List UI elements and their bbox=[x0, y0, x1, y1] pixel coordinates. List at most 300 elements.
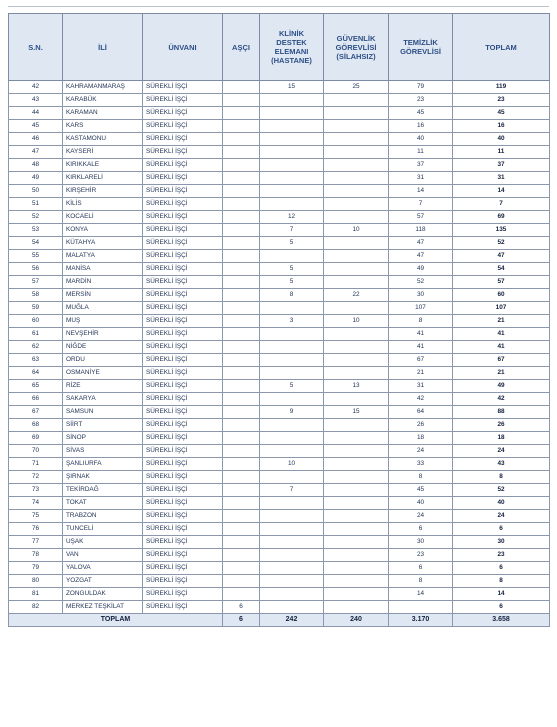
table-row bbox=[9, 458, 550, 471]
cell-temizlik: 31 bbox=[389, 380, 453, 393]
cell-unvani: SÜREKLİ İŞÇİ bbox=[143, 458, 223, 471]
cell-unvani: SÜREKLİ İŞÇİ bbox=[143, 497, 223, 510]
cell-asci bbox=[223, 523, 260, 536]
cell-sn: 65 bbox=[9, 380, 63, 393]
cell-toplam: 6 bbox=[453, 523, 550, 536]
cell-klinik bbox=[260, 523, 324, 536]
cell-klinik bbox=[260, 250, 324, 263]
table-row bbox=[9, 432, 550, 445]
total-guvenlik: 240 bbox=[324, 614, 389, 627]
cell-klinik: 7 bbox=[260, 484, 324, 497]
table-row bbox=[9, 497, 550, 510]
cell-guvenlik bbox=[324, 393, 389, 406]
cell-klinik bbox=[260, 562, 324, 575]
cell-temizlik bbox=[389, 601, 453, 614]
table-row bbox=[9, 393, 550, 406]
table-row bbox=[9, 159, 550, 172]
cell-sn: 70 bbox=[9, 445, 63, 458]
cell-guvenlik: 15 bbox=[324, 406, 389, 419]
cell-klinik: 8 bbox=[260, 289, 324, 302]
table-row bbox=[9, 276, 550, 289]
cell-klinik bbox=[260, 107, 324, 120]
cell-guvenlik bbox=[324, 328, 389, 341]
cell-sn: 59 bbox=[9, 302, 63, 315]
cell-unvani: SÜREKLİ İŞÇİ bbox=[143, 107, 223, 120]
table-row bbox=[9, 354, 550, 367]
header-temizlik-line: TEMİZLİK bbox=[403, 38, 438, 47]
cell-sn: 79 bbox=[9, 562, 63, 575]
cell-sn: 66 bbox=[9, 393, 63, 406]
cell-toplam: 41 bbox=[453, 341, 550, 354]
cell-guvenlik: 13 bbox=[324, 380, 389, 393]
table-row bbox=[9, 484, 550, 497]
cell-asci: 6 bbox=[223, 601, 260, 614]
cell-temizlik: 14 bbox=[389, 588, 453, 601]
cell-toplam: 26 bbox=[453, 419, 550, 432]
cell-unvani: SÜREKLİ İŞÇİ bbox=[143, 393, 223, 406]
cell-guvenlik: 25 bbox=[324, 81, 389, 94]
header-unvani: ÜNVANI bbox=[143, 14, 223, 81]
cell-guvenlik bbox=[324, 185, 389, 198]
table-row bbox=[9, 549, 550, 562]
cell-toplam: 45 bbox=[453, 107, 550, 120]
cell-klinik: 15 bbox=[260, 81, 324, 94]
cell-unvani: SÜREKLİ İŞÇİ bbox=[143, 289, 223, 302]
cell-klinik bbox=[260, 549, 324, 562]
cell-il: KONYA bbox=[63, 224, 143, 237]
cell-temizlik: 24 bbox=[389, 445, 453, 458]
cell-guvenlik bbox=[324, 250, 389, 263]
table-row bbox=[9, 562, 550, 575]
cell-guvenlik bbox=[324, 146, 389, 159]
cell-temizlik: 107 bbox=[389, 302, 453, 315]
cell-sn: 43 bbox=[9, 94, 63, 107]
header-guvenlik bbox=[324, 14, 389, 81]
cell-sn: 61 bbox=[9, 328, 63, 341]
cell-klinik bbox=[260, 133, 324, 146]
cell-toplam: 60 bbox=[453, 289, 550, 302]
cell-asci bbox=[223, 354, 260, 367]
cell-temizlik: 21 bbox=[389, 367, 453, 380]
cell-il: KIRKLARELİ bbox=[63, 172, 143, 185]
cell-temizlik: 23 bbox=[389, 549, 453, 562]
cell-asci bbox=[223, 588, 260, 601]
cell-asci bbox=[223, 237, 260, 250]
cell-il: NİĞDE bbox=[63, 341, 143, 354]
cell-temizlik: 79 bbox=[389, 81, 453, 94]
document-page bbox=[8, 6, 549, 627]
cell-klinik bbox=[260, 536, 324, 549]
cell-klinik bbox=[260, 367, 324, 380]
table-row bbox=[9, 198, 550, 211]
cell-unvani: SÜREKLİ İŞÇİ bbox=[143, 302, 223, 315]
cell-il: OSMANİYE bbox=[63, 367, 143, 380]
cell-unvani: SÜREKLİ İŞÇİ bbox=[143, 445, 223, 458]
cell-asci bbox=[223, 107, 260, 120]
header-toplam: TOPLAM bbox=[453, 14, 550, 81]
cell-il: UŞAK bbox=[63, 536, 143, 549]
top-rule bbox=[8, 6, 549, 11]
cell-klinik: 5 bbox=[260, 263, 324, 276]
cell-guvenlik bbox=[324, 120, 389, 133]
cell-klinik: 5 bbox=[260, 237, 324, 250]
cell-sn: 50 bbox=[9, 185, 63, 198]
table-row bbox=[9, 263, 550, 276]
cell-asci bbox=[223, 367, 260, 380]
total-temizlik: 3.170 bbox=[389, 614, 453, 627]
cell-toplam: 107 bbox=[453, 302, 550, 315]
cell-temizlik: 40 bbox=[389, 133, 453, 146]
cell-temizlik: 31 bbox=[389, 172, 453, 185]
cell-sn: 62 bbox=[9, 341, 63, 354]
cell-unvani: SÜREKLİ İŞÇİ bbox=[143, 419, 223, 432]
cell-temizlik: 45 bbox=[389, 484, 453, 497]
cell-il: SİNOP bbox=[63, 432, 143, 445]
cell-toplam: 135 bbox=[453, 224, 550, 237]
cell-asci bbox=[223, 562, 260, 575]
cell-toplam: 14 bbox=[453, 185, 550, 198]
cell-asci bbox=[223, 289, 260, 302]
cell-sn: 45 bbox=[9, 120, 63, 133]
cell-klinik: 7 bbox=[260, 224, 324, 237]
cell-il: VAN bbox=[63, 549, 143, 562]
cell-sn: 76 bbox=[9, 523, 63, 536]
cell-unvani: SÜREKLİ İŞÇİ bbox=[143, 328, 223, 341]
cell-sn: 71 bbox=[9, 458, 63, 471]
table-row bbox=[9, 94, 550, 107]
cell-il: KIRIKKALE bbox=[63, 159, 143, 172]
cell-il: MUĞLA bbox=[63, 302, 143, 315]
cell-sn: 82 bbox=[9, 601, 63, 614]
cell-klinik bbox=[260, 354, 324, 367]
cell-guvenlik bbox=[324, 445, 389, 458]
cell-temizlik: 67 bbox=[389, 354, 453, 367]
table-row bbox=[9, 172, 550, 185]
cell-il: ORDU bbox=[63, 354, 143, 367]
header-klinik-line: (HASTANE) bbox=[271, 56, 312, 65]
cell-toplam: 40 bbox=[453, 133, 550, 146]
cell-sn: 48 bbox=[9, 159, 63, 172]
cell-unvani: SÜREKLİ İŞÇİ bbox=[143, 575, 223, 588]
header-klinik-line: DESTEK bbox=[276, 38, 307, 47]
cell-unvani: SÜREKLİ İŞÇİ bbox=[143, 198, 223, 211]
cell-il: SİVAS bbox=[63, 445, 143, 458]
table-row bbox=[9, 146, 550, 159]
cell-sn: 44 bbox=[9, 107, 63, 120]
cell-klinik: 9 bbox=[260, 406, 324, 419]
table-row bbox=[9, 107, 550, 120]
cell-guvenlik bbox=[324, 133, 389, 146]
table-row bbox=[9, 601, 550, 614]
cell-guvenlik bbox=[324, 549, 389, 562]
table-row bbox=[9, 406, 550, 419]
cell-temizlik: 40 bbox=[389, 497, 453, 510]
cell-il: KARAMAN bbox=[63, 107, 143, 120]
cell-sn: 77 bbox=[9, 536, 63, 549]
header-guvenlik-line: (SİLAHSIZ) bbox=[336, 51, 376, 61]
cell-il: KAYSERİ bbox=[63, 146, 143, 159]
cell-unvani: SÜREKLİ İŞÇİ bbox=[143, 146, 223, 159]
header-guvenlik-line: GÖREVLİSİ bbox=[335, 42, 377, 52]
table-row bbox=[9, 523, 550, 536]
cell-sn: 64 bbox=[9, 367, 63, 380]
cell-klinik: 12 bbox=[260, 211, 324, 224]
table-row bbox=[9, 588, 550, 601]
cell-sn: 49 bbox=[9, 172, 63, 185]
header-klinik-line: KLİNİK bbox=[279, 29, 304, 38]
cell-klinik: 5 bbox=[260, 276, 324, 289]
cell-il: KARS bbox=[63, 120, 143, 133]
total-toplam: 3.658 bbox=[453, 614, 550, 627]
cell-guvenlik bbox=[324, 588, 389, 601]
cell-guvenlik bbox=[324, 458, 389, 471]
cell-unvani: SÜREKLİ İŞÇİ bbox=[143, 159, 223, 172]
table-row bbox=[9, 510, 550, 523]
header-temizlik bbox=[389, 14, 453, 81]
cell-klinik bbox=[260, 198, 324, 211]
cell-asci bbox=[223, 120, 260, 133]
cell-sn: 56 bbox=[9, 263, 63, 276]
cell-unvani: SÜREKLİ İŞÇİ bbox=[143, 81, 223, 94]
cell-toplam: 47 bbox=[453, 250, 550, 263]
cell-klinik bbox=[260, 341, 324, 354]
cell-temizlik: 49 bbox=[389, 263, 453, 276]
cell-klinik bbox=[260, 419, 324, 432]
cell-toplam: 21 bbox=[453, 315, 550, 328]
cell-asci bbox=[223, 380, 260, 393]
cell-klinik: 10 bbox=[260, 458, 324, 471]
cell-unvani: SÜREKLİ İŞÇİ bbox=[143, 250, 223, 263]
cell-temizlik: 14 bbox=[389, 185, 453, 198]
cell-asci bbox=[223, 393, 260, 406]
cell-asci bbox=[223, 302, 260, 315]
cell-toplam: 49 bbox=[453, 380, 550, 393]
cell-klinik bbox=[260, 120, 324, 133]
cell-temizlik: 8 bbox=[389, 575, 453, 588]
cell-toplam: 7 bbox=[453, 198, 550, 211]
cell-il: ŞIRNAK bbox=[63, 471, 143, 484]
cell-toplam: 67 bbox=[453, 354, 550, 367]
cell-guvenlik bbox=[324, 341, 389, 354]
cell-il: MERKEZ TEŞKİLAT bbox=[63, 601, 143, 614]
cell-asci bbox=[223, 341, 260, 354]
cell-unvani: SÜREKLİ İŞÇİ bbox=[143, 523, 223, 536]
table-row bbox=[9, 120, 550, 133]
cell-sn: 57 bbox=[9, 276, 63, 289]
cell-asci bbox=[223, 276, 260, 289]
cell-sn: 67 bbox=[9, 406, 63, 419]
cell-guvenlik bbox=[324, 367, 389, 380]
cell-il: MUŞ bbox=[63, 315, 143, 328]
cell-toplam: 14 bbox=[453, 588, 550, 601]
cell-asci bbox=[223, 185, 260, 198]
cell-toplam: 8 bbox=[453, 471, 550, 484]
header-guvenlik-line: GÜVENLİK bbox=[336, 33, 376, 43]
table-row bbox=[9, 575, 550, 588]
cell-il: NEVŞEHİR bbox=[63, 328, 143, 341]
cell-temizlik: 6 bbox=[389, 523, 453, 536]
cell-il: MANİSA bbox=[63, 263, 143, 276]
cell-guvenlik: 10 bbox=[324, 224, 389, 237]
table-row bbox=[9, 315, 550, 328]
cell-guvenlik bbox=[324, 276, 389, 289]
cell-toplam: 30 bbox=[453, 536, 550, 549]
cell-temizlik: 33 bbox=[389, 458, 453, 471]
cell-unvani: SÜREKLİ İŞÇİ bbox=[143, 172, 223, 185]
cell-toplam: 69 bbox=[453, 211, 550, 224]
cell-unvani: SÜREKLİ İŞÇİ bbox=[143, 224, 223, 237]
cell-klinik bbox=[260, 588, 324, 601]
cell-klinik bbox=[260, 510, 324, 523]
cell-asci bbox=[223, 146, 260, 159]
cell-toplam: 6 bbox=[453, 601, 550, 614]
total-label: TOPLAM bbox=[9, 614, 223, 627]
table-row bbox=[9, 419, 550, 432]
cell-toplam: 8 bbox=[453, 575, 550, 588]
cell-temizlik: 64 bbox=[389, 406, 453, 419]
cell-temizlik: 16 bbox=[389, 120, 453, 133]
table-row bbox=[9, 380, 550, 393]
cell-asci bbox=[223, 445, 260, 458]
cell-sn: 60 bbox=[9, 315, 63, 328]
cell-il: TUNCELİ bbox=[63, 523, 143, 536]
cell-guvenlik bbox=[324, 419, 389, 432]
cell-temizlik: 118 bbox=[389, 224, 453, 237]
total-asci: 6 bbox=[223, 614, 260, 627]
cell-sn: 68 bbox=[9, 419, 63, 432]
cell-unvani: SÜREKLİ İŞÇİ bbox=[143, 510, 223, 523]
cell-sn: 53 bbox=[9, 224, 63, 237]
cell-unvani: SÜREKLİ İŞÇİ bbox=[143, 367, 223, 380]
cell-guvenlik bbox=[324, 523, 389, 536]
cell-asci bbox=[223, 198, 260, 211]
cell-toplam: 37 bbox=[453, 159, 550, 172]
cell-temizlik: 26 bbox=[389, 419, 453, 432]
cell-unvani: SÜREKLİ İŞÇİ bbox=[143, 185, 223, 198]
cell-klinik bbox=[260, 146, 324, 159]
cell-guvenlik bbox=[324, 471, 389, 484]
cell-il: TRABZON bbox=[63, 510, 143, 523]
cell-asci bbox=[223, 575, 260, 588]
cell-il: TEKİRDAĞ bbox=[63, 484, 143, 497]
cell-temizlik: 41 bbox=[389, 341, 453, 354]
total-klinik: 242 bbox=[260, 614, 324, 627]
cell-toplam: 41 bbox=[453, 328, 550, 341]
table-header-row bbox=[9, 14, 550, 81]
cell-sn: 75 bbox=[9, 510, 63, 523]
cell-il: KÜTAHYA bbox=[63, 237, 143, 250]
cell-temizlik: 18 bbox=[389, 432, 453, 445]
cell-temizlik: 7 bbox=[389, 198, 453, 211]
cell-il: KARABÜK bbox=[63, 94, 143, 107]
cell-temizlik: 30 bbox=[389, 289, 453, 302]
header-temizlik-line: GÖREVLİSİ bbox=[400, 47, 441, 56]
cell-temizlik: 42 bbox=[389, 393, 453, 406]
cell-asci bbox=[223, 419, 260, 432]
table-row bbox=[9, 237, 550, 250]
cell-sn: 63 bbox=[9, 354, 63, 367]
cell-unvani: SÜREKLİ İŞÇİ bbox=[143, 380, 223, 393]
cell-guvenlik bbox=[324, 107, 389, 120]
cell-toplam: 6 bbox=[453, 562, 550, 575]
cell-il: SAMSUN bbox=[63, 406, 143, 419]
cell-guvenlik bbox=[324, 354, 389, 367]
cell-sn: 55 bbox=[9, 250, 63, 263]
cell-toplam: 23 bbox=[453, 94, 550, 107]
cell-asci bbox=[223, 159, 260, 172]
table-row bbox=[9, 133, 550, 146]
cell-sn: 74 bbox=[9, 497, 63, 510]
table-row bbox=[9, 341, 550, 354]
cell-temizlik: 11 bbox=[389, 146, 453, 159]
cell-guvenlik bbox=[324, 484, 389, 497]
cell-il: YALOVA bbox=[63, 562, 143, 575]
cell-unvani: SÜREKLİ İŞÇİ bbox=[143, 237, 223, 250]
table-row bbox=[9, 250, 550, 263]
cell-unvani: SÜREKLİ İŞÇİ bbox=[143, 133, 223, 146]
cell-unvani: SÜREKLİ İŞÇİ bbox=[143, 94, 223, 107]
cell-il: ŞANLIURFA bbox=[63, 458, 143, 471]
cell-unvani: SÜREKLİ İŞÇİ bbox=[143, 484, 223, 497]
cell-il: SAKARYA bbox=[63, 393, 143, 406]
table-row bbox=[9, 445, 550, 458]
cell-temizlik: 47 bbox=[389, 237, 453, 250]
table-row bbox=[9, 302, 550, 315]
cell-unvani: SÜREKLİ İŞÇİ bbox=[143, 471, 223, 484]
cell-toplam: 31 bbox=[453, 172, 550, 185]
cell-unvani: SÜREKLİ İŞÇİ bbox=[143, 263, 223, 276]
cell-unvani: SÜREKLİ İŞÇİ bbox=[143, 315, 223, 328]
cell-asci bbox=[223, 458, 260, 471]
cell-sn: 69 bbox=[9, 432, 63, 445]
cell-temizlik: 57 bbox=[389, 211, 453, 224]
cell-guvenlik bbox=[324, 562, 389, 575]
cell-klinik bbox=[260, 393, 324, 406]
cell-il: ZONGULDAK bbox=[63, 588, 143, 601]
table-row bbox=[9, 81, 550, 94]
cell-asci bbox=[223, 471, 260, 484]
cell-toplam: 42 bbox=[453, 393, 550, 406]
cell-sn: 47 bbox=[9, 146, 63, 159]
table-row bbox=[9, 185, 550, 198]
cell-il: YOZGAT bbox=[63, 575, 143, 588]
header-asci: AŞÇI bbox=[223, 14, 260, 81]
header-sn: S.N. bbox=[9, 14, 63, 81]
cell-sn: 52 bbox=[9, 211, 63, 224]
cell-sn: 73 bbox=[9, 484, 63, 497]
cell-temizlik: 37 bbox=[389, 159, 453, 172]
cell-il: KASTAMONU bbox=[63, 133, 143, 146]
cell-asci bbox=[223, 94, 260, 107]
cell-unvani: SÜREKLİ İŞÇİ bbox=[143, 536, 223, 549]
cell-il: TOKAT bbox=[63, 497, 143, 510]
cell-guvenlik bbox=[324, 575, 389, 588]
cell-il: RİZE bbox=[63, 380, 143, 393]
cell-unvani: SÜREKLİ İŞÇİ bbox=[143, 432, 223, 445]
header-klinik bbox=[260, 14, 324, 81]
cell-toplam: 11 bbox=[453, 146, 550, 159]
cell-sn: 80 bbox=[9, 575, 63, 588]
cell-sn: 51 bbox=[9, 198, 63, 211]
cell-klinik bbox=[260, 432, 324, 445]
table-row bbox=[9, 471, 550, 484]
cell-toplam: 40 bbox=[453, 497, 550, 510]
cell-guvenlik bbox=[324, 497, 389, 510]
cell-toplam: 119 bbox=[453, 81, 550, 94]
cell-asci bbox=[223, 328, 260, 341]
cell-unvani: SÜREKLİ İŞÇİ bbox=[143, 354, 223, 367]
cell-il: SİİRT bbox=[63, 419, 143, 432]
